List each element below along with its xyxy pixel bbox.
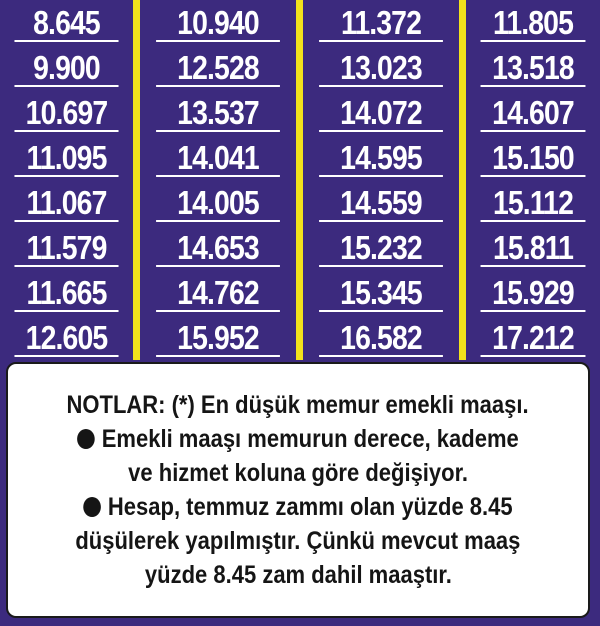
table-cell: 14.595 (314, 135, 448, 180)
table-cell: 12.605 (9, 315, 123, 360)
note-text: ve hizmet koluna göre değişiyor. (128, 459, 468, 487)
table-cell: 15.929 (475, 270, 590, 315)
table-cell: 16.582 (314, 315, 448, 360)
table-cell: 14.041 (151, 135, 285, 180)
notes-box (6, 362, 590, 618)
table-cell: 14.762 (151, 270, 285, 315)
table-cell: 11.665 (9, 270, 123, 315)
table-cell: 10.697 (9, 90, 123, 135)
table-cell: 14.653 (151, 225, 285, 270)
bullet-icon (83, 497, 101, 517)
table-cell: 13.537 (151, 90, 285, 135)
notes-title: NOTLAR: (*) En düşük memur emekli maaşı. (66, 391, 530, 419)
table-cell: 13.023 (314, 45, 448, 90)
table-cell: 15.112 (475, 180, 590, 225)
note-text: yüzde 8.45 zam dahil maaştır. (144, 561, 452, 589)
table-cell: 15.345 (314, 270, 448, 315)
note-text: düşülerek yapılmıştır. Çünkü mevcut maaş (75, 527, 521, 555)
table-cell: 14.559 (314, 180, 448, 225)
table-cell: 8.645 (9, 0, 123, 45)
table-cell: 11.067 (9, 180, 123, 225)
table-cell: 14.005 (151, 180, 285, 225)
table-cell: 15.811 (475, 225, 590, 270)
table-cell: 10.940 (151, 0, 285, 45)
note-text: Emekli maaşı memurun derece, kademe (101, 425, 519, 453)
table-cell: 11.095 (9, 135, 123, 180)
table-cell: 13.518 (475, 45, 590, 90)
table-cell: 15.232 (314, 225, 448, 270)
table-cell: 11.372 (314, 0, 448, 45)
table-cell: 11.579 (9, 225, 123, 270)
table-cell: 14.607 (475, 90, 590, 135)
table-cell: 15.150 (475, 135, 590, 180)
table-cell: 14.072 (314, 90, 448, 135)
note-bullet-2 (83, 490, 512, 524)
note-text: Hesap, temmuz zammı olan yüzde 8.45 (107, 493, 513, 521)
bullet-icon (77, 429, 95, 449)
table-cell: 12.528 (151, 45, 285, 90)
table-cell: 11.805 (475, 0, 590, 45)
table-cell: 17.212 (475, 315, 590, 360)
table-cell: 15.952 (151, 315, 285, 360)
note-bullet-1 (77, 422, 519, 456)
table-cell: 9.900 (9, 45, 123, 90)
